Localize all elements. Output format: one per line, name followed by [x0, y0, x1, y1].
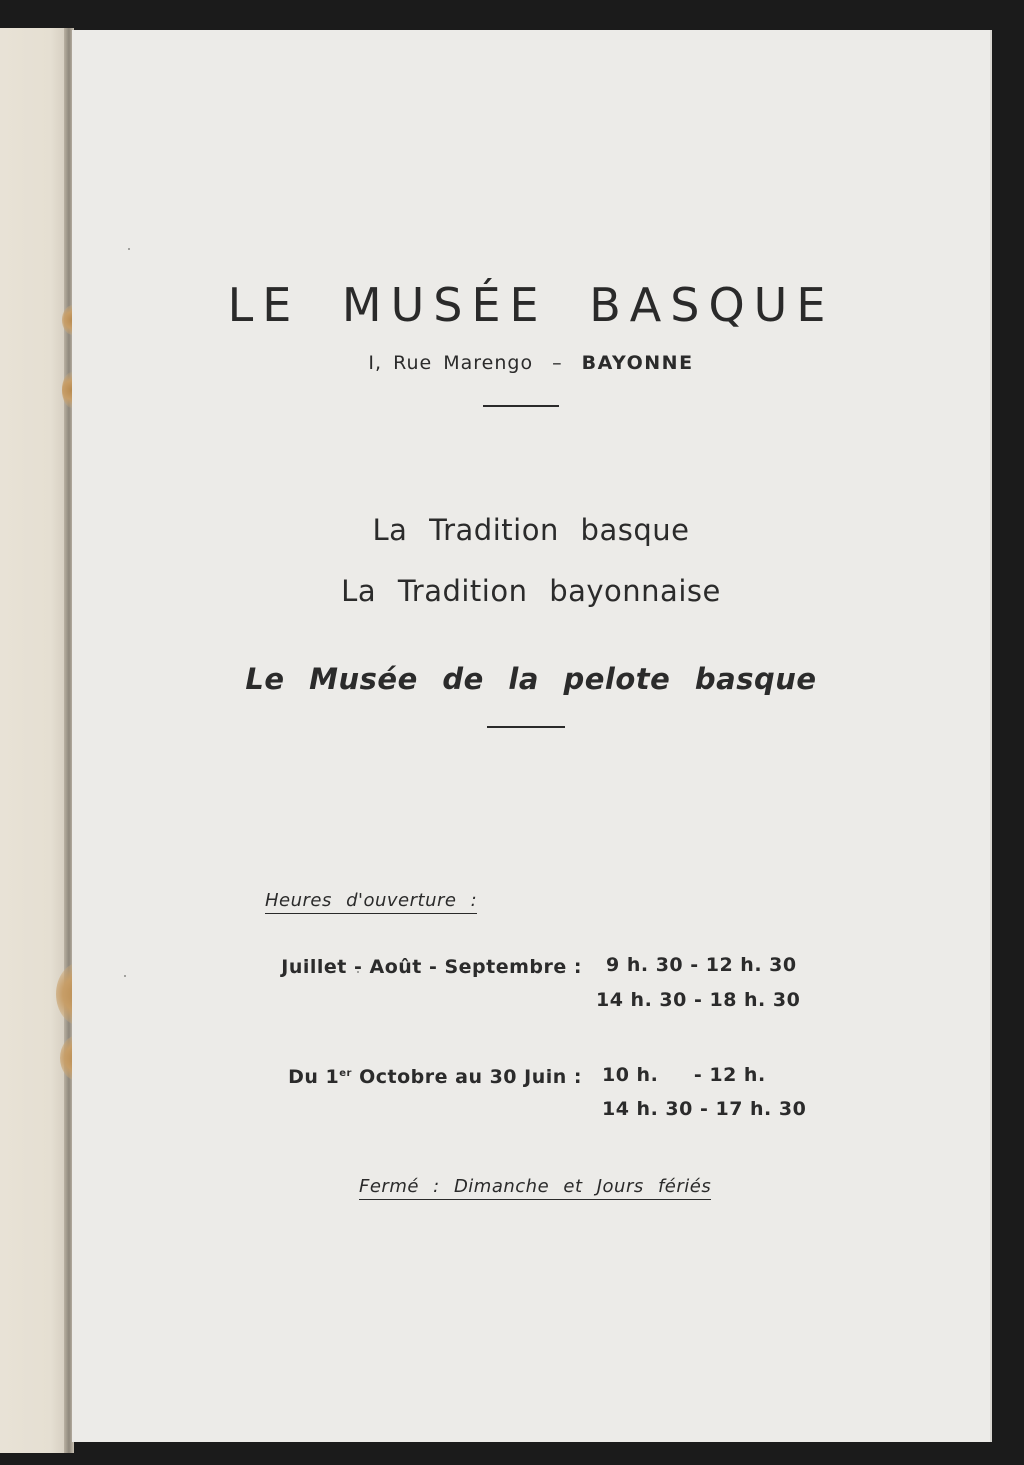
ordinal-suffix: er: [339, 1068, 352, 1079]
winter-morning-hours: 10 h. - 12 h.: [602, 1064, 766, 1086]
street-address: I, Rue Marengo: [368, 352, 534, 374]
paper-speck: [124, 975, 126, 977]
facing-page-edge: [0, 28, 72, 1453]
winter-period-suffix: Octobre au 30 Juin :: [351, 1066, 582, 1088]
topic-bayonne-tradition: La Tradition bayonnaise: [341, 574, 721, 608]
winter-afternoon-hours: 14 h. 30 - 17 h. 30: [602, 1098, 807, 1120]
paper-speck: [128, 248, 130, 250]
divider-rule: [487, 726, 565, 728]
summer-period: Juillet - Août - Septembre :: [281, 956, 582, 978]
topic-basque-tradition: La Tradition basque: [372, 513, 690, 547]
summer-afternoon-hours: 14 h. 30 - 18 h. 30: [596, 989, 801, 1011]
summer-morning-hours: 9 h. 30 - 12 h. 30: [606, 954, 797, 976]
divider-rule: [483, 405, 559, 407]
winter-period-prefix: Du 1: [288, 1066, 340, 1088]
opening-hours-label: Heures d'ouverture :: [265, 890, 477, 914]
city-name: BAYONNE: [581, 352, 694, 374]
museum-address: [72, 352, 990, 374]
document-page: [72, 30, 990, 1442]
winter-period: [272, 1066, 582, 1088]
pelote-museum-heading: Le Musée de la pelote basque: [245, 662, 817, 696]
address-separator: –: [552, 352, 563, 374]
closed-days-note: Fermé : Dimanche et Jours fériés: [359, 1176, 711, 1200]
page-title: LE MUSÉE BASQUE: [227, 278, 835, 332]
